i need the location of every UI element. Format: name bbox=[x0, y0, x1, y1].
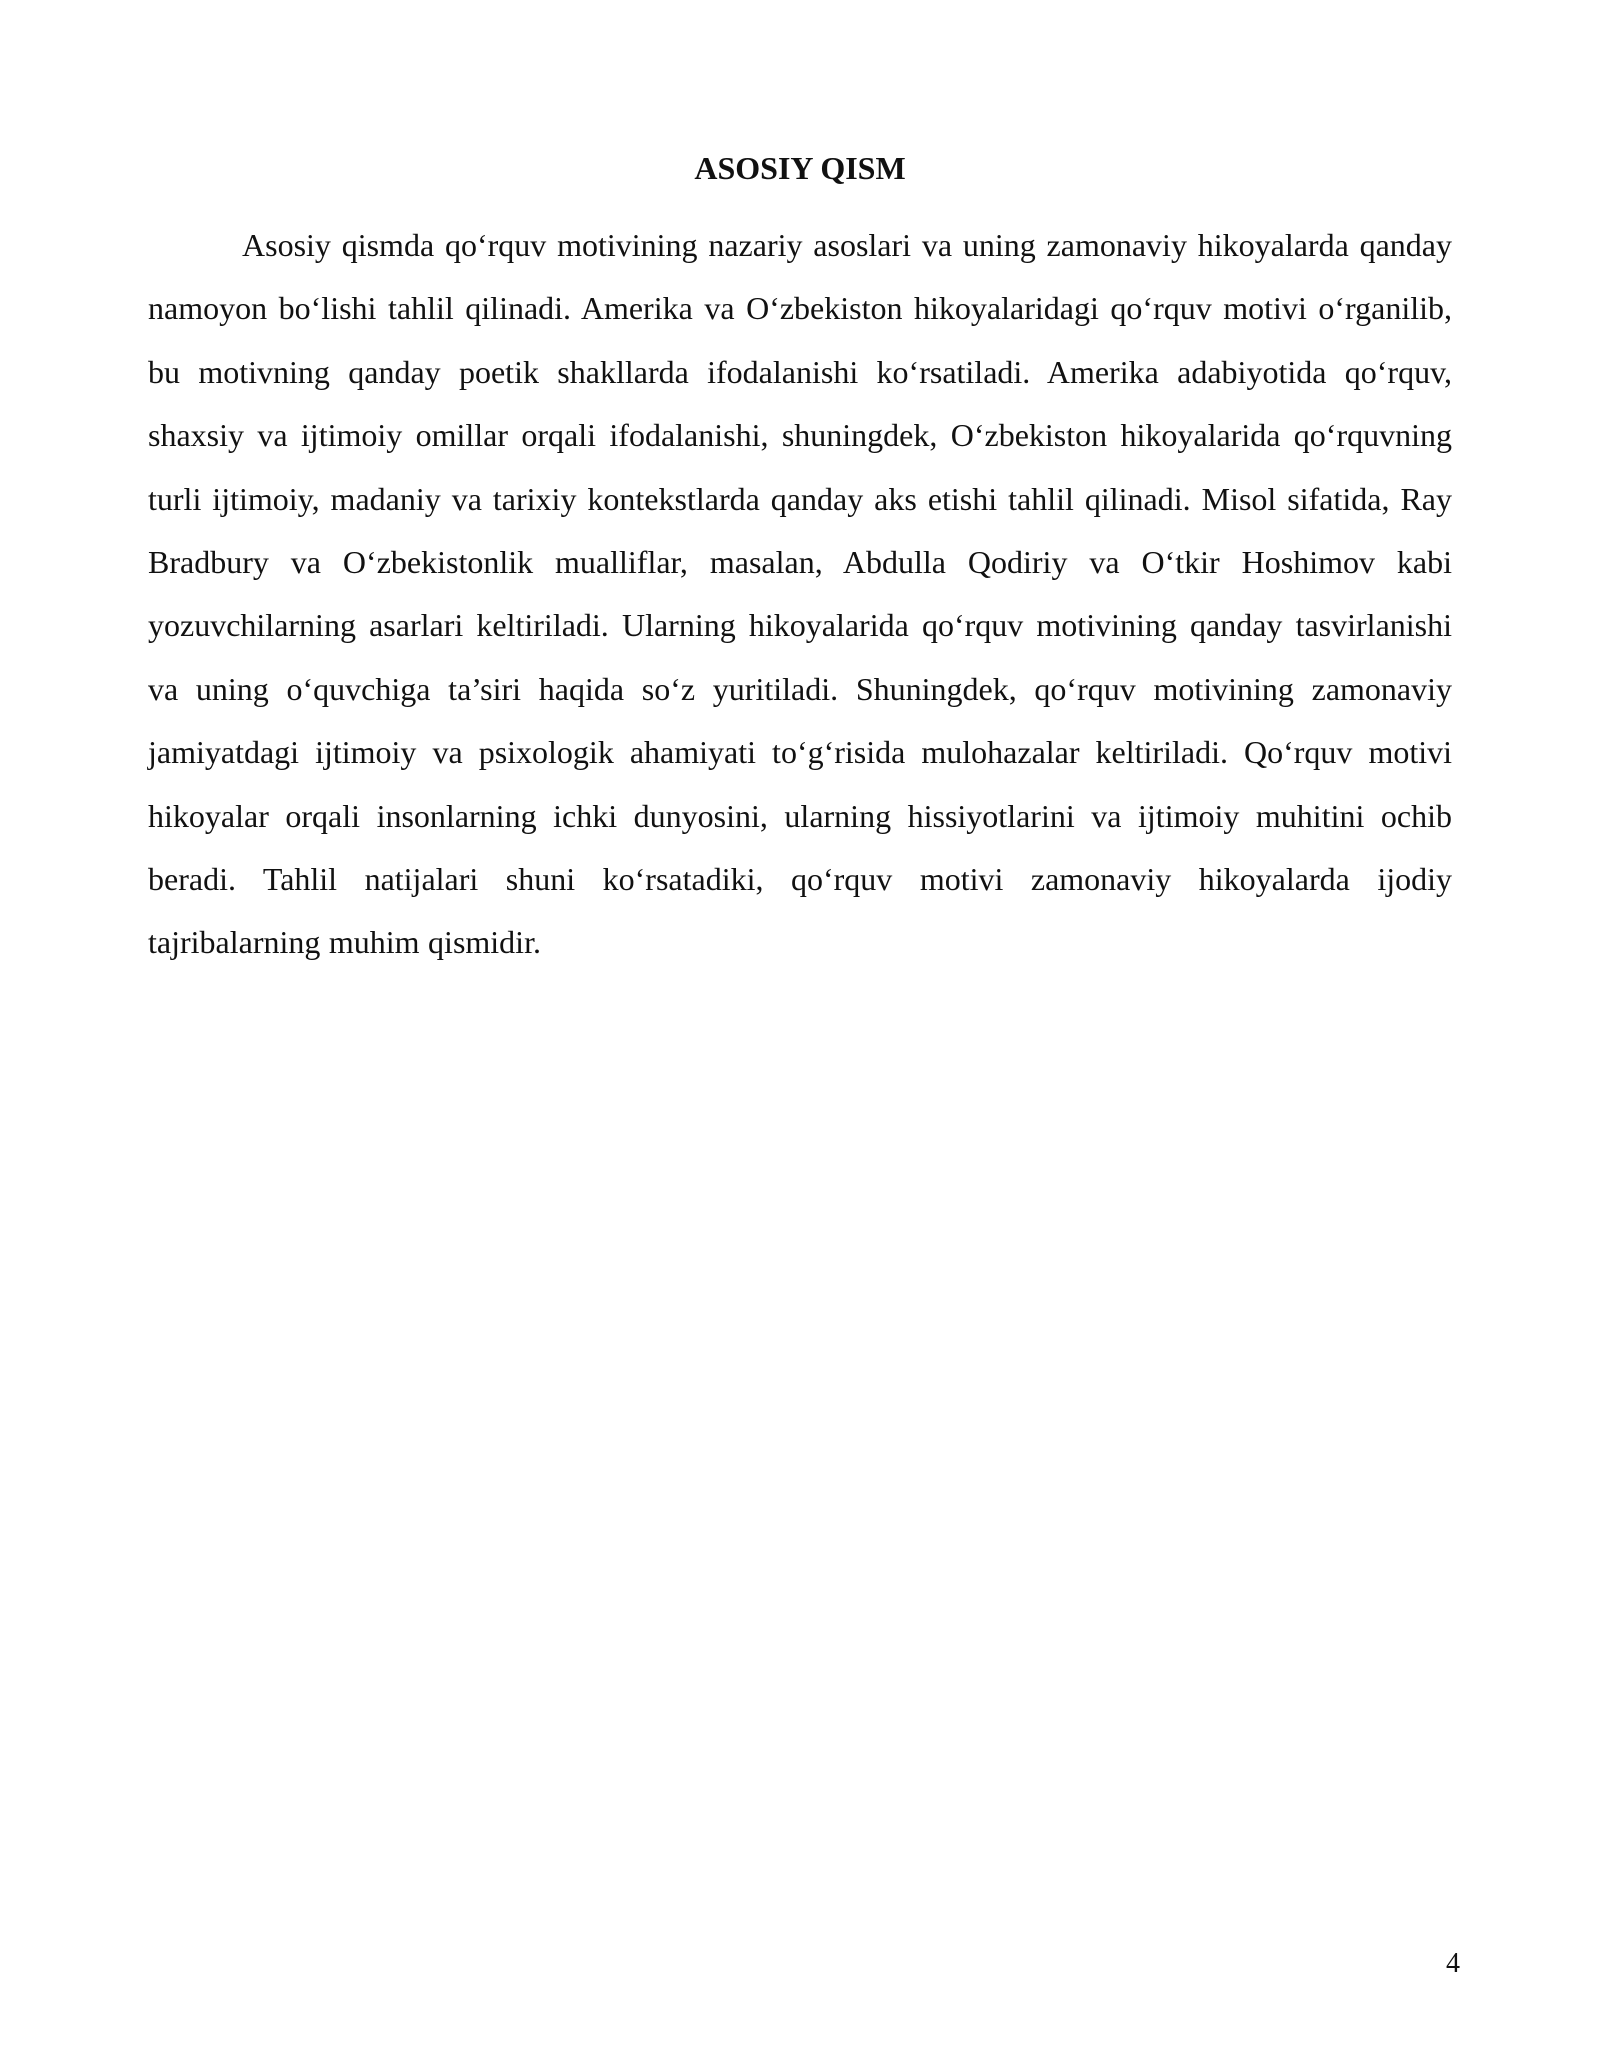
page-number: 4 bbox=[1446, 1948, 1460, 1979]
section-heading: ASOSIY QISM bbox=[694, 150, 906, 186]
body-paragraph: Asosiy qismda qo‘rquv motivining nazariy asoslari va uning zamonaviy hikoyalarda qanday namoyon bo‘lishi tahlil qilinadi. Amerika va O‘zbekiston hikoyalaridagi qo‘rquv motivi o‘rganilib, bu motivning qanday poetik shakllarda ifodalanishi ko‘rsatiladi. Amerika adabiyotida qo‘rquv, shaxsiy va ijtimoiy omillar orqali ifodalanishi, shuningdek, O‘zbekiston hikoyalarida qo‘rquvning turli ijtimoiy, madaniy va tarixiy kontekstlarda qanday aks etishi tahlil qilinadi. Misol sifatida, Ray Bradbury va O‘zbekistonlik mualliflar, masalan, Abdulla Qodiriy va O‘tkir Hoshimov kabi yozuvchilarning asarlari keltiriladi. Ularning hikoyalarida qo‘rquv motivining qanday tasvirlanishi va uning o‘quvchiga ta’siri haqida so‘z yuritiladi. Shuningdek, qo‘rquv motivining zamonaviy jamiyatdagi ijtimoiy va psixologik ahamiyati to‘g‘risida mulohazalar keltiriladi. Qo‘rquv motivi hikoyalar orqali insonlarning ichki dunyosini, ularning hissiyotlarini va ijtimoiy muhitini ochib beradi. Tahlil natijalari shuni ko‘rsatadiki, qo‘rquv motivi zamonaviy hikoyalarda ijodiy tajribalarning muhim qismidir. bbox=[148, 227, 1452, 961]
